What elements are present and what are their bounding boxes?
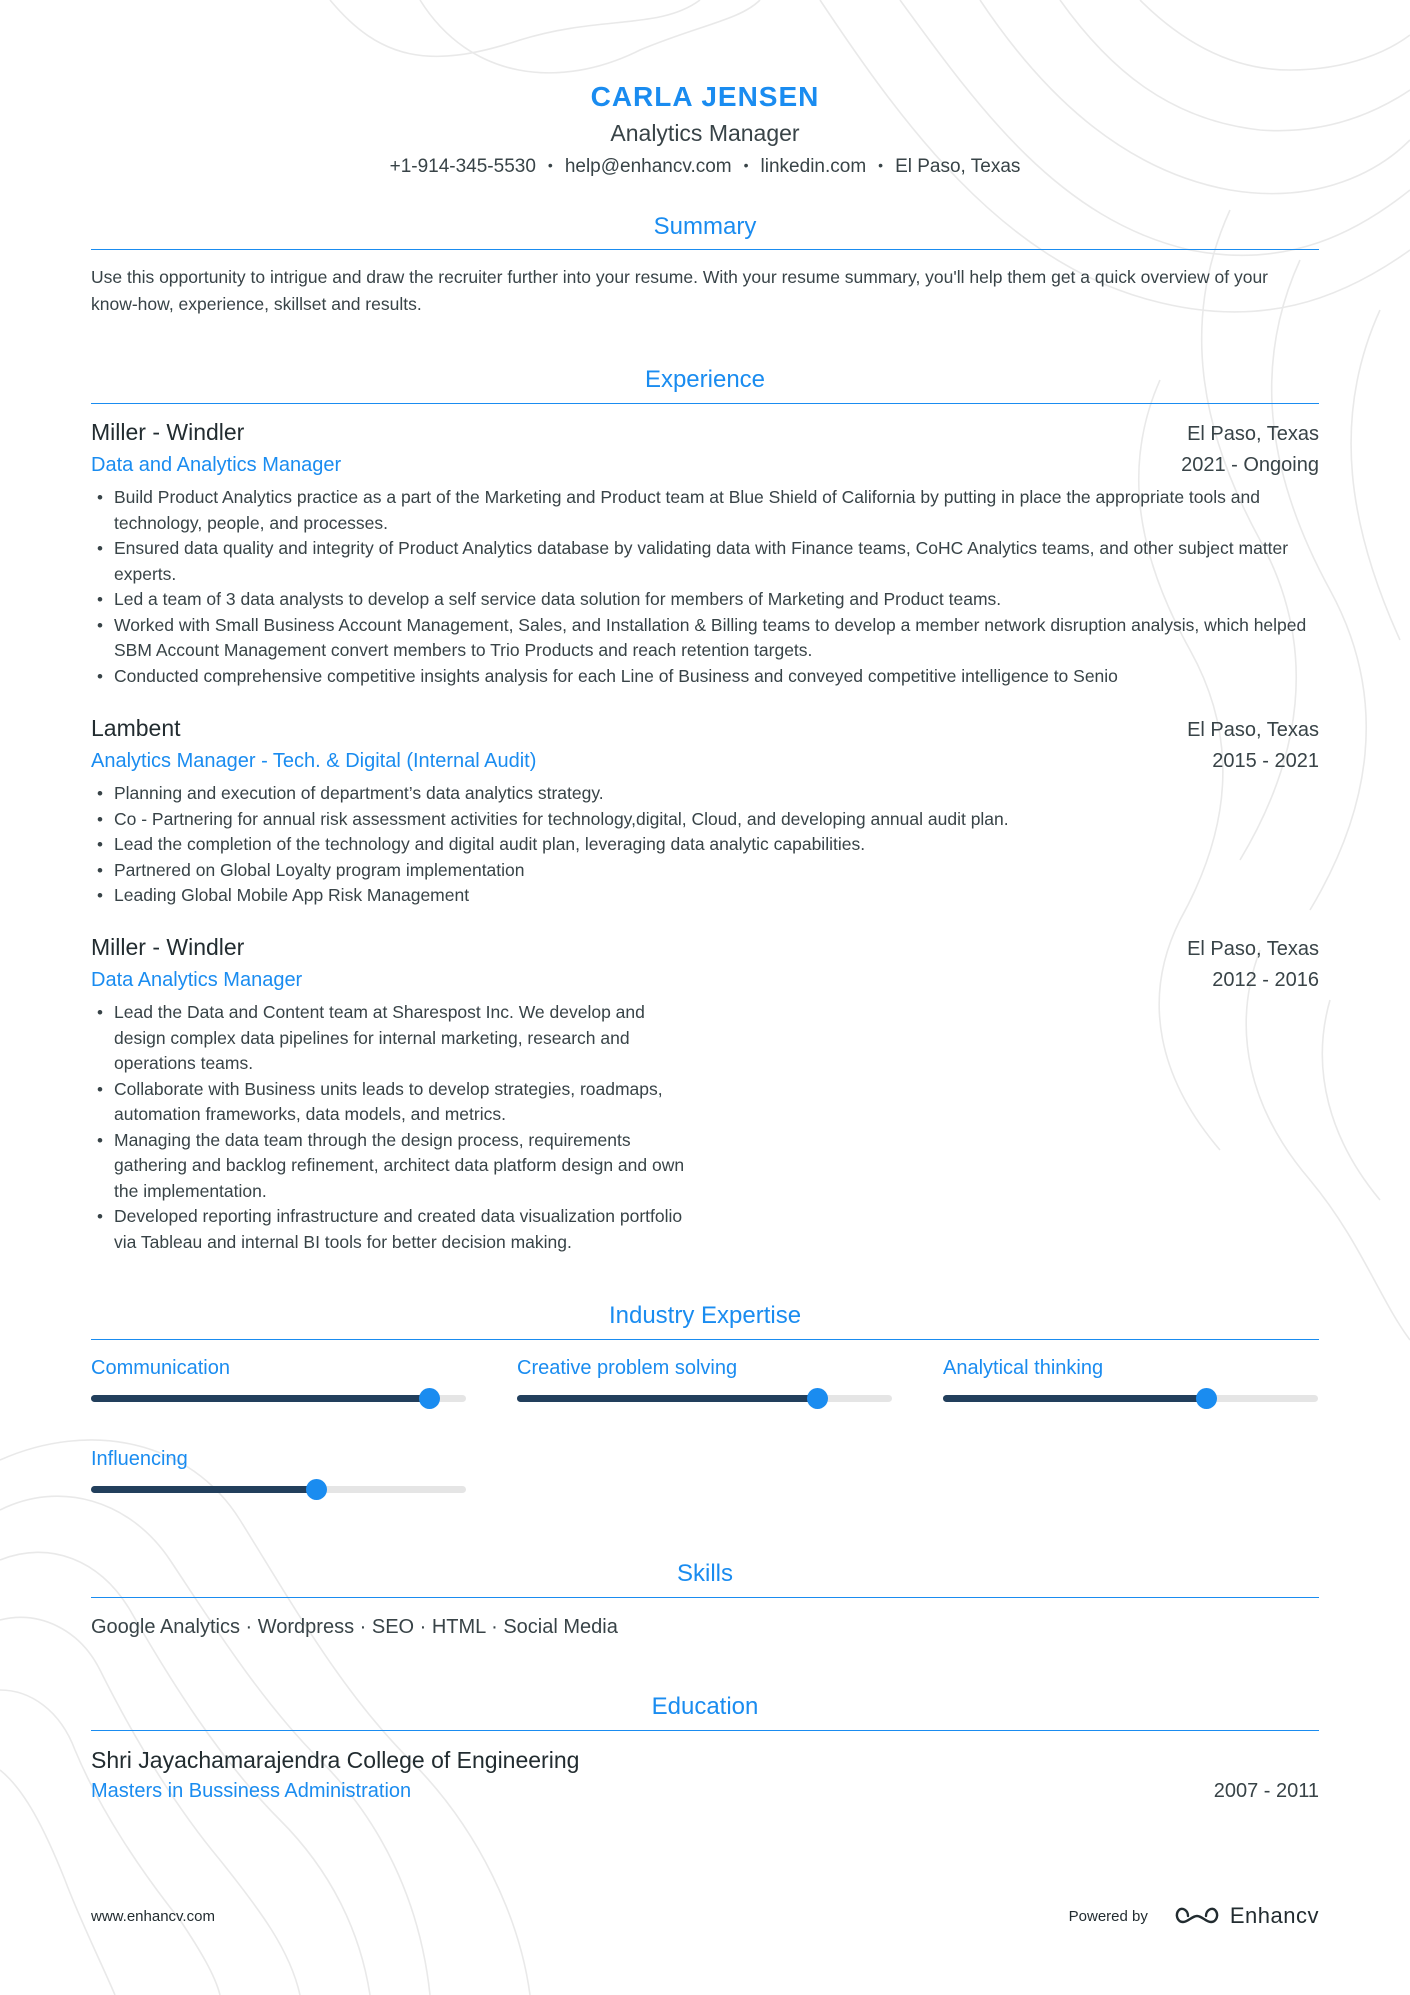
enhancv-logo[interactable] [1174, 1903, 1319, 1929]
job-bullets [91, 1000, 691, 1255]
expertise-item [517, 1355, 892, 1402]
separator-dot: • [878, 157, 884, 173]
education-dates: 2007 - 2011 [1213, 1780, 1319, 1802]
job-dates: 2021 - Ongoing [1181, 454, 1319, 476]
footer-branding [1069, 1903, 1319, 1929]
candidate-name: CARLA JENSEN [590, 81, 820, 112]
enhancv-logo-icon [1174, 1904, 1220, 1928]
company-name: Miller - Windler [91, 419, 245, 445]
bullet-item: • Collaborate with Business units leads to develop strategies, roadmaps, automation frameworks, data models, and metrics. [91, 1077, 691, 1128]
expertise-heading: Industry Expertise [608, 1302, 802, 1329]
bullet-item: • Managing the data team through the design process, requirements gathering and backlog refinement, architect data platform design and own the implementation. [91, 1128, 691, 1205]
expertise-item [91, 1446, 466, 1493]
job-bullets [91, 485, 1319, 689]
skills-list: Google Analytics · Wordpress · SEO · HTML · Social Media [91, 1616, 618, 1638]
expertise-bar-fill [517, 1395, 817, 1402]
location: El Paso, Texas [895, 156, 1021, 177]
enhancv-logo-text: Enhancv [1229, 1903, 1319, 1928]
expertise-item [943, 1355, 1318, 1402]
expertise-bar [517, 1395, 892, 1402]
degree: Masters in Bussiness Administration [91, 1780, 412, 1802]
email[interactable]: help@enhancv.com [564, 156, 732, 177]
company-name: Lambent [91, 715, 181, 741]
job-location: El Paso, Texas [1187, 423, 1319, 445]
job-dates: 2012 - 2016 [1212, 969, 1319, 991]
contact-line [91, 150, 1319, 182]
bullet-item: • Co - Partnering for annual risk assessment activities for technology,digital, Cloud, and developing annual audit plan. [91, 807, 1319, 833]
education-divider [91, 1730, 1319, 1731]
bullet-item: • Developed reporting infrastructure and created data visualization portfolio via Tableau and internal BI tools for better decision making. [91, 1204, 691, 1255]
expertise-bar-knob [807, 1388, 828, 1409]
summary-heading: Summary [653, 213, 757, 240]
job-entry [91, 417, 1319, 689]
bullet-item: • Lead the Data and Content team at Sharespost Inc. We develop and design complex data pipelines for internal marketing, research and operations teams. [91, 1000, 691, 1077]
job-role: Data Analytics Manager [91, 969, 303, 991]
expertise-item [91, 1355, 466, 1402]
experience-divider [91, 403, 1319, 404]
bullet-item: • Led a team of 3 data analysts to develop a self service data solution for members of Marketing and Product teams. [91, 587, 1319, 613]
bullet-item: • Partnered on Global Loyalty program implementation [91, 858, 1319, 884]
job-role: Data and Analytics Manager [91, 454, 342, 476]
linkedin[interactable]: linkedin.com [760, 156, 867, 177]
expertise-divider [91, 1339, 1319, 1340]
expertise-name: Influencing [91, 1448, 188, 1470]
separator-dot: • [743, 157, 749, 173]
experience-heading: Experience [644, 366, 766, 393]
expertise-bar-fill [91, 1395, 429, 1402]
education-heading: Education [651, 1693, 759, 1720]
powered-by-label: Powered by [1068, 1907, 1148, 1925]
footer-site-link[interactable]: www.enhancv.com [91, 1907, 215, 1925]
company-name: Miller - Windler [91, 934, 245, 960]
bullet-item: • Conducted comprehensive competitive insights analysis for each Line of Business and conveyed competitive intelligence to Senio [91, 664, 1319, 690]
job-location: El Paso, Texas [1187, 938, 1319, 960]
job-entry [91, 932, 1319, 1255]
expertise-bar-fill [91, 1486, 316, 1493]
expertise-bar-fill [943, 1395, 1206, 1402]
job-bullets [91, 781, 1319, 909]
bullet-item: • Planning and execution of department’s data analytics strategy. [91, 781, 1319, 807]
footer [91, 1903, 1319, 1929]
expertise-name: Analytical thinking [943, 1357, 1104, 1379]
skills-heading: Skills [676, 1560, 733, 1587]
job-entry [91, 713, 1319, 909]
bullet-item: • Lead the completion of the technology and digital audit plan, leveraging data analytic capabilities. [91, 832, 1319, 858]
expertise-bar [91, 1395, 466, 1402]
summary-divider [91, 249, 1319, 250]
expertise-bar [943, 1395, 1318, 1402]
separator-dot: • [547, 157, 553, 173]
school-name: Shri Jayachamarajendra College of Engineering [91, 1747, 580, 1773]
skills-divider [91, 1597, 1319, 1598]
expertise-name: Communication [91, 1357, 230, 1379]
bullet-item: • Worked with Small Business Account Management, Sales, and Installation & Billing teams to develop a member network disruption analysis, which helped SBM Account Management convert members to Trio Products and reach retention targets. [91, 613, 1319, 664]
expertise-name: Creative problem solving [517, 1357, 738, 1379]
expertise-bar-knob [419, 1388, 440, 1409]
job-location: El Paso, Texas [1187, 719, 1319, 741]
education-entry [91, 1745, 1319, 1807]
job-dates: 2015 - 2021 [1212, 750, 1319, 772]
summary-text: Use this opportunity to intrigue and draw the recruiter further into your resume. With your resume summary, you'll help them get a quick overview of your know-how, experience, skillset and results. [91, 267, 1269, 314]
job-role: Analytics Manager - Tech. & Digital (Internal Audit) [91, 750, 537, 772]
expertise-bar-knob [306, 1479, 327, 1500]
expertise-bar-knob [1196, 1388, 1217, 1409]
bullet-item: • Ensured data quality and integrity of Product Analytics database by validating data with Finance teams, CoHC Analytics teams, and other subject matter experts. [91, 536, 1319, 587]
phone[interactable]: +1-914-345-5530 [389, 156, 536, 177]
bullet-item: • Build Product Analytics practice as a part of the Marketing and Product team at Blue Shield of California by putting in place the appropriate tools and technology, people, and processes. [91, 485, 1319, 536]
resume-header [91, 76, 1319, 182]
expertise-bar [91, 1486, 466, 1493]
candidate-title: Analytics Manager [610, 120, 800, 146]
bullet-item: • Leading Global Mobile App Risk Management [91, 883, 1319, 909]
